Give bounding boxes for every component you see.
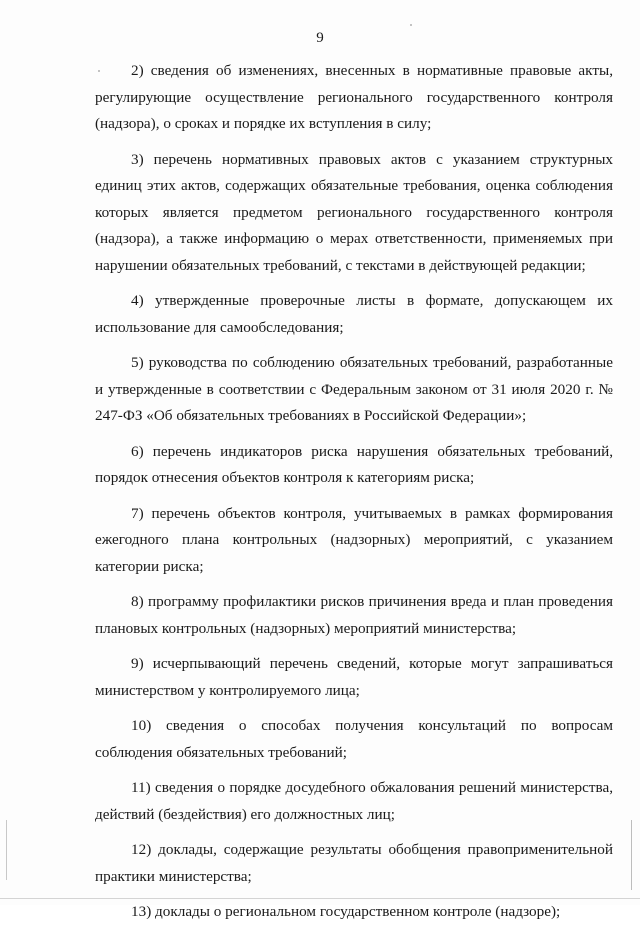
list-item-12: 12) доклады, содержащие результаты обобщения правоприменительной практики министерства;	[95, 841, 613, 885]
document-body	[95, 58, 613, 935]
list-item-9: 9) исчерпывающий перечень сведений, которые могут запрашиваться министерством у контролируемого лица;	[95, 655, 613, 699]
list-item-2: 2) сведения об изменениях, внесенных в нормативные правовые акты, регулирующие осуществление регионального государственного контроля (надзора), о сроках и порядке их вступления в силу;	[95, 62, 613, 132]
list-item-7: 7) перечень объектов контроля, учитываемых в рамках формирования ежегодного плана контрольных (надзорных) мероприятий, с указанием категории риска;	[95, 504, 613, 575]
page-number: 9	[316, 30, 324, 46]
list-item-5: 5) руководства по соблюдению обязательных требований, разработанные и утвержденные в соответствии с Федеральным законом от 31 июля 2020 г. № 247-ФЗ «Об обязательных требованиях в Российской Федерации»;	[95, 354, 613, 424]
scan-edge-left	[6, 820, 7, 880]
scan-speck	[98, 70, 100, 72]
list-item-3: 3) перечень нормативных правовых актов с указанием структурных единиц этих актов, содержащих обязательные требования, оценка соблюдения которых является предметом регионального государственного контроля (надзора), а также информацию о мерах ответственности, применяемых при нарушении обязательных требований, с текстами в действующей редакции;	[95, 150, 613, 274]
scan-speck	[410, 24, 412, 26]
list-item-6: 6) перечень индикаторов риска нарушения обязательных требований, порядок отнесения объектов контроля к категориям риска;	[95, 442, 613, 486]
list-item-11: 11) сведения о порядке досудебного обжалования решений министерства, действий (бездействия) его должностных лиц;	[95, 779, 613, 823]
scan-edge-right	[631, 820, 632, 890]
list-item-10: 10) сведения о способах получения консультаций по вопросам соблюдения обязательных требований;	[95, 717, 613, 761]
scan-edge-bottom	[0, 898, 640, 899]
list-item-13: 13) доклады о региональном государственном контроле (надзоре);	[131, 903, 561, 920]
list-item-4: 4) утвержденные проверочные листы в формате, допускающем их использование для самообследования;	[95, 292, 613, 336]
list-item-8: 8) программу профилактики рисков причинения вреда и план проведения плановых контрольных (надзорных) мероприятий министерства;	[95, 593, 613, 637]
